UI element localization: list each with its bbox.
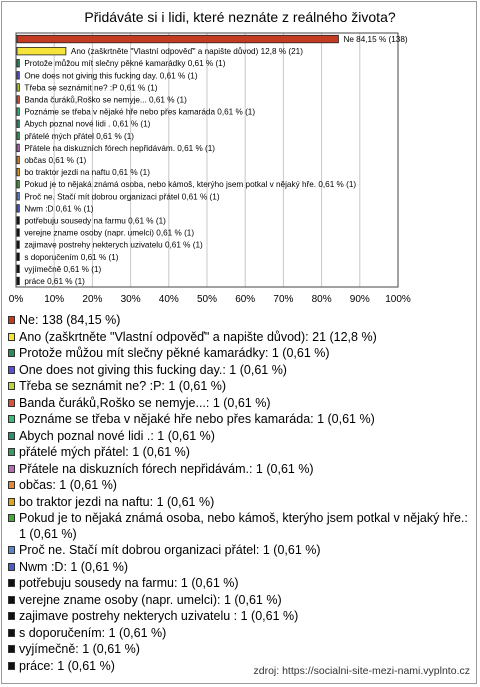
x-tick-label: 20% [82,294,103,305]
legend-swatch [8,579,15,587]
legend-label: Abych poznal nové lidi .: 1 (0,61 %) [19,428,215,443]
legend-item [8,576,472,592]
bar [17,277,19,284]
chart-title: Přidáváte si i lidi, které neznáte z reálného života? [84,9,396,25]
legend-label: One does not giving this fucking day.: 1 (0,61 %) [19,362,287,377]
legend-swatch [8,498,15,506]
legend-item [8,445,472,461]
legend-swatch [8,546,15,554]
bar-data-label: Ano (zaškrtněte "Vlastní odpověď" a napište důvod) 12,8 % (21) [70,47,303,57]
legend-label: Třeba se seznámit ne? :P: 1 (0,61 %) [19,379,227,393]
legend-label: s doporučením: 1 (0,61 %) [19,625,167,640]
x-tick-label: 90% [349,294,370,305]
bar [17,168,19,175]
bar [17,156,19,163]
bar-data-label: Poznáme se třeba v nějaké hře nebo přes kamaráda 0,61 % (1) [24,107,256,117]
bar [17,193,19,200]
legend-item [8,642,472,658]
x-tick-label: 70% [273,294,294,305]
bar [17,180,19,187]
legend-label: Nwm :D: 1 (0,61 %) [19,559,129,574]
legend-label: Pokud je to nějaká známá osoba, nebo kámoš, kterýho jsem potkal v nějaký hře.: 1 (0,61 %) [19,511,468,541]
bar-data-label: verejne zname osoby (napr. umelci) 0,61 % (1) [24,228,195,238]
legend-swatch [8,481,15,489]
legend-swatch [8,629,15,637]
bar-data-label: Banda čuráků,Roško se nemyje... 0,61 % (1) [24,95,187,105]
legend-item [8,543,472,559]
bar [17,96,19,103]
legend-item [8,429,472,445]
x-tick-label: 0% [8,294,24,305]
bar [17,120,19,127]
legend-swatch [8,349,15,357]
x-tick-label: 80% [311,294,332,305]
bar-data-label: občas 0,61 % (1) [24,156,87,165]
legend-label: potřebuju sousedy na farmu: 1 (0,61 %) [19,576,239,590]
legend-swatch [8,465,15,473]
bar [17,253,19,260]
legend-label: vyjímečně: 1 (0,61 %) [19,642,140,656]
bar [17,47,66,54]
legend-item [8,313,472,329]
legend-swatch [8,612,15,620]
bar-data-label: Abych poznal nové lidi . 0,61 % (1) [24,119,151,129]
legend-label: Ano (zaškrtněte "Vlastní odpověď" a napište důvod): 21 (12,8 %) [19,329,377,344]
legend-label: Proč ne. Stačí mít dobrou organizaci přátel: 1 (0,61 %) [19,543,321,557]
bar-data-label: zajimave postrehy nekterych uzivatelu 0,61 % (1) [24,240,203,250]
legend-swatch [8,662,15,670]
bar [17,144,19,151]
x-tick-label: 60% [235,294,256,305]
bar-data-label: bo traktor jezdi na naftu 0,61 % (1) [24,168,150,178]
bar [17,229,19,236]
bar [17,265,19,272]
bar-data-label: s doporučením 0,61 % (1) [24,252,119,262]
bar-chart [0,0,480,310]
bar-data-label: přátelé mých přátel 0,61 % (1) [24,131,135,141]
legend-swatch [8,596,15,604]
legend-item [8,511,472,542]
bar [17,59,19,66]
bar-data-label: One does not giving this fucking day. 0,61 % (1) [24,71,198,81]
legend-label: Banda čuráků,Roško se nemyje...: 1 (0,61 %) [19,395,271,410]
legend-swatch [8,432,15,440]
legend-item [8,330,472,346]
legend-swatch [8,382,15,390]
legend-swatch [8,399,15,407]
legend-item [8,346,472,362]
x-tick-label: 50% [196,294,218,305]
legend-label: práce: 1 (0,61 %) [19,658,115,673]
bar [17,72,19,79]
legend-item [8,478,472,494]
legend-label: Přátele na diskuzních fórech nepřidávám.: 1 (0,61 %) [19,461,314,476]
bar-data-label: Pokud je to nějaká známá osoba, nebo kámoš, kterýho jsem potkal v nějaký hře. 0,61 % (1) [24,180,357,190]
legend-swatch [8,333,15,341]
legend-label: Poznáme se třeba v nějaké hře nebo přes kamaráda: 1 (0,61 %) [19,412,375,426]
legend [8,313,472,675]
legend-label: občas: 1 (0,61 %) [19,478,117,492]
bar [17,132,19,139]
legend-swatch [8,366,15,374]
legend-label: Protože můžou mít slečny pěkné kamarádky: 1 (0,61 %) [19,346,330,360]
bar-data-label: Třeba se seznámit ne? :P 0,61 % (1) [24,83,158,93]
bar [17,84,19,91]
legend-swatch [8,514,15,522]
legend-swatch [8,645,15,653]
legend-swatch [8,316,15,324]
legend-item [8,609,472,625]
legend-item [8,379,472,395]
bar-data-label: vyjímečně 0,61 % (1) [24,264,102,274]
legend-label: přátelé mých přátel: 1 (0,61 %) [19,445,190,459]
legend-label: Ne: 138 (84,15 %) [19,313,121,327]
legend-item [8,363,472,379]
x-tick-label: 30% [120,294,141,305]
bar-data-label: Ne 84,15 % (138) [343,35,408,45]
bar [17,205,19,212]
bar [17,108,19,115]
legend-swatch [8,563,15,571]
legend-label: bo traktor jezdi na naftu: 1 (0,61 %) [19,494,215,509]
bars [17,35,408,286]
bar [17,241,19,248]
legend-item [8,462,472,478]
x-tick-label: 40% [158,294,179,305]
bar-data-label: Přátele na diskuzních fórech nepřidávám. 0,61 % (1) [24,143,216,153]
x-tick-label: 10% [44,294,65,305]
bar [17,35,338,42]
bar-data-label: Nwm :D 0,61 % (1) [24,204,94,214]
source-note: zdroj: https://socialni-site-mezi-nami.vyplnto.cz [253,665,470,677]
bar [17,217,19,224]
bar-data-label: práce 0,61 % (1) [24,276,85,286]
legend-item [8,396,472,412]
legend-item [8,626,472,642]
x-axis-ticks [9,294,411,305]
legend-swatch [8,448,15,456]
legend-item [8,495,472,511]
legend-item [8,412,472,428]
legend-label: verejne zname osoby (napr. umelci): 1 (0,61 %) [19,592,282,607]
legend-swatch [8,415,15,423]
bar-data-label: potřebuju sousedy na farmu 0,61 % (1) [24,216,166,226]
x-tick-label: 100% [385,294,411,305]
legend-item [8,593,472,609]
bar-data-label: Protože můžou mít slečny pěkné kamarádky 0,61 % (1) [24,59,226,69]
legend-item [8,560,472,576]
bar-data-label: Proč ne. Stačí mít dobrou organizaci přátel 0,61 % (1) [24,192,220,202]
legend-label: zajimave postrehy nekterych uzivatelu : 1 (0,61 %) [19,609,299,623]
